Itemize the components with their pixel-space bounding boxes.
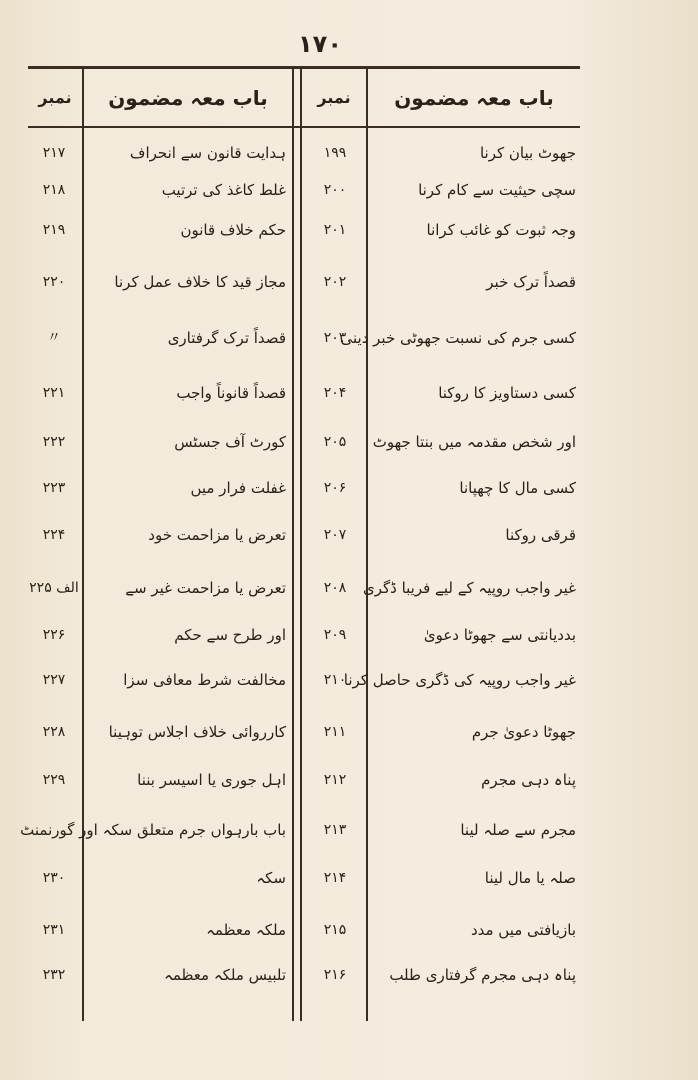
- header-rule: [28, 126, 580, 128]
- right-subject-cell: صلہ یا مال لینا: [484, 869, 576, 887]
- table-row: [28, 318, 580, 358]
- right-subject-cell: بددیانتی سے جھوٹا دعویٰ: [423, 626, 576, 644]
- table-row: [28, 133, 580, 173]
- table-row: [28, 422, 580, 462]
- right-number-cell: ۱۹۹: [323, 145, 347, 161]
- left-subject-cell: کارروائی خلاف اجلاس توہینا: [108, 723, 286, 741]
- left-subject-cell: مخالفت شرط معافی سزا: [123, 671, 286, 689]
- table-row: [28, 955, 580, 995]
- left-subject-cell: تعرض یا مزاحمت خود: [148, 526, 286, 544]
- table-row: [28, 712, 580, 752]
- left-subject-cell: حکم خلاف قانون: [180, 221, 286, 239]
- table-row: [28, 468, 580, 508]
- right-subject-cell: سچی حیثیت سے کام کرنا: [418, 181, 576, 199]
- right-number-cell: ۲۰۸: [323, 580, 347, 596]
- header-right-number: نمبر: [317, 88, 351, 107]
- right-subject-cell: جھوٹا دعویٰ جرم: [471, 723, 576, 741]
- right-number-cell: ۲۱۴: [323, 870, 347, 886]
- right-number-cell: ۲۰۵: [323, 434, 347, 450]
- left-number-cell: ۲۱۹: [42, 222, 66, 238]
- left-number-cell: ۲۲۱: [42, 385, 66, 401]
- right-subject-cell: اور شخص مقدمہ میں بنتا جھوٹ: [372, 433, 576, 451]
- page-number: ۱۷۰: [298, 30, 342, 58]
- left-subject-cell: باب بارہواں جرم متعلق سکہ اور گورنمنٹ: [20, 821, 286, 839]
- header-left-number: نمبر: [38, 88, 72, 107]
- left-number-cell: ۲۱۷: [42, 145, 66, 161]
- right-subject-cell: قرقی روکنا: [505, 526, 576, 544]
- left-subject-cell: ہدایت قانون سے انحراف: [129, 144, 286, 162]
- table-row: [28, 170, 580, 210]
- right-subject-cell: کسی جرم کی نسبت جھوٹی خبر دینی: [340, 329, 576, 347]
- table-row: [28, 568, 580, 608]
- right-number-cell: ۲۰۲: [323, 274, 347, 290]
- right-subject-cell: مجرم سے صلہ لینا: [460, 821, 576, 839]
- right-number-cell: ۲۱۰: [323, 672, 347, 688]
- left-number-cell: ۲۲۸: [42, 724, 66, 740]
- left-subject-cell: مجاز قید کا خلاف عمل کرنا: [114, 273, 286, 291]
- left-subject-cell: کورٹ آف جسٹس: [174, 433, 286, 451]
- left-number-cell: ۲۲۲: [42, 434, 66, 450]
- table-row: [28, 615, 580, 655]
- left-number-cell: ۲۲۳: [42, 480, 66, 496]
- right-subject-cell: جھوٹ بیان کرنا: [479, 144, 576, 162]
- right-number-cell: ۲۰۷: [323, 527, 347, 543]
- left-subject-cell: سکہ: [256, 869, 286, 887]
- left-subject-cell: تلبیس ملکہ معظمہ: [164, 966, 286, 984]
- left-number-cell: ۲۲۴: [42, 527, 66, 543]
- right-subject-cell: کسی مال کا چھپانا: [459, 479, 576, 497]
- left-subject-cell: قصداً قانوناً واجب: [176, 384, 286, 402]
- table-row: [28, 858, 580, 898]
- table-row: [28, 373, 580, 413]
- right-subject-cell: پناہ دہی مجرم: [481, 771, 576, 789]
- header-left-subject: باب معہ مضمون: [108, 86, 268, 110]
- right-number-cell: ۲۰۹: [323, 627, 347, 643]
- table-row: [28, 515, 580, 555]
- right-number-cell: ۲۱۲: [323, 772, 347, 788]
- right-subject-cell: غیر واجب روپیہ کی ڈگری حاصل کرنا: [343, 671, 576, 689]
- left-subject-cell: اہل جوری یا اسیسر بننا: [137, 771, 286, 789]
- header-right-subject: باب معہ مضمون: [394, 86, 554, 110]
- left-number-cell: ۲۲۵ الف: [29, 580, 79, 596]
- left-number-cell: ۲۳۱: [42, 922, 66, 938]
- left-number-cell: ۲۳۰: [42, 870, 66, 886]
- right-number-cell: ۲۱۵: [323, 922, 347, 938]
- left-subject-cell: ملکہ معظمہ: [206, 921, 286, 939]
- left-number-cell: ۲۳۲: [42, 967, 66, 983]
- left-number-cell: ۲۱۸: [42, 182, 66, 198]
- left-number-cell: ۲۲۹: [42, 772, 66, 788]
- left-number-cell: 〃: [47, 330, 61, 346]
- table-row: [20, 810, 580, 850]
- left-number-cell: ۲۲۶: [42, 627, 66, 643]
- right-subject-cell: قصداً ترک خبر: [486, 273, 576, 291]
- right-number-cell: ۲۱۶: [323, 967, 347, 983]
- table-row: [28, 210, 580, 250]
- left-number-cell: [28, 810, 80, 850]
- left-subject-cell: تعرض یا مزاحمت غیر سے: [125, 579, 286, 597]
- left-number-cell: ۲۲۷: [42, 672, 66, 688]
- right-number-cell: ۲۱۱: [323, 724, 347, 740]
- right-number-cell: ۲۰۱: [323, 222, 347, 238]
- table-row: [28, 262, 580, 302]
- table-row: [28, 660, 580, 700]
- left-subject-cell: غلط کاغذ کی ترتیب: [161, 181, 286, 199]
- table-row: [28, 760, 580, 800]
- right-number-cell: ۲۰۳: [323, 330, 347, 346]
- right-number-cell: ۲۰۰: [323, 182, 347, 198]
- right-subject-cell: بازیافتی میں مدد: [470, 921, 576, 939]
- right-subject-cell: غیر واجب روپیہ کے لیے فریبا ڈگری: [362, 579, 576, 597]
- top-rule: [28, 66, 580, 69]
- right-subject-cell: وجہ ثبوت کو غائب کرانا: [426, 221, 576, 239]
- left-subject-cell: قصداً ترک گرفتاری: [167, 329, 286, 347]
- left-subject-cell: اور طرح سے حکم: [174, 626, 286, 644]
- right-subject-cell: کسی دستاویز کا روکنا: [438, 384, 576, 402]
- left-subject-cell: غفلت فرار میں: [190, 479, 286, 497]
- right-subject-cell: پناہ دہی مجرم گرفتاری طلب: [389, 966, 576, 984]
- right-number-cell: ۲۱۳: [323, 822, 347, 838]
- right-number-cell: ۲۰۶: [323, 480, 347, 496]
- left-number-cell: ۲۲۰: [42, 274, 66, 290]
- right-number-cell: ۲۰۴: [323, 385, 347, 401]
- table-row: [28, 910, 580, 950]
